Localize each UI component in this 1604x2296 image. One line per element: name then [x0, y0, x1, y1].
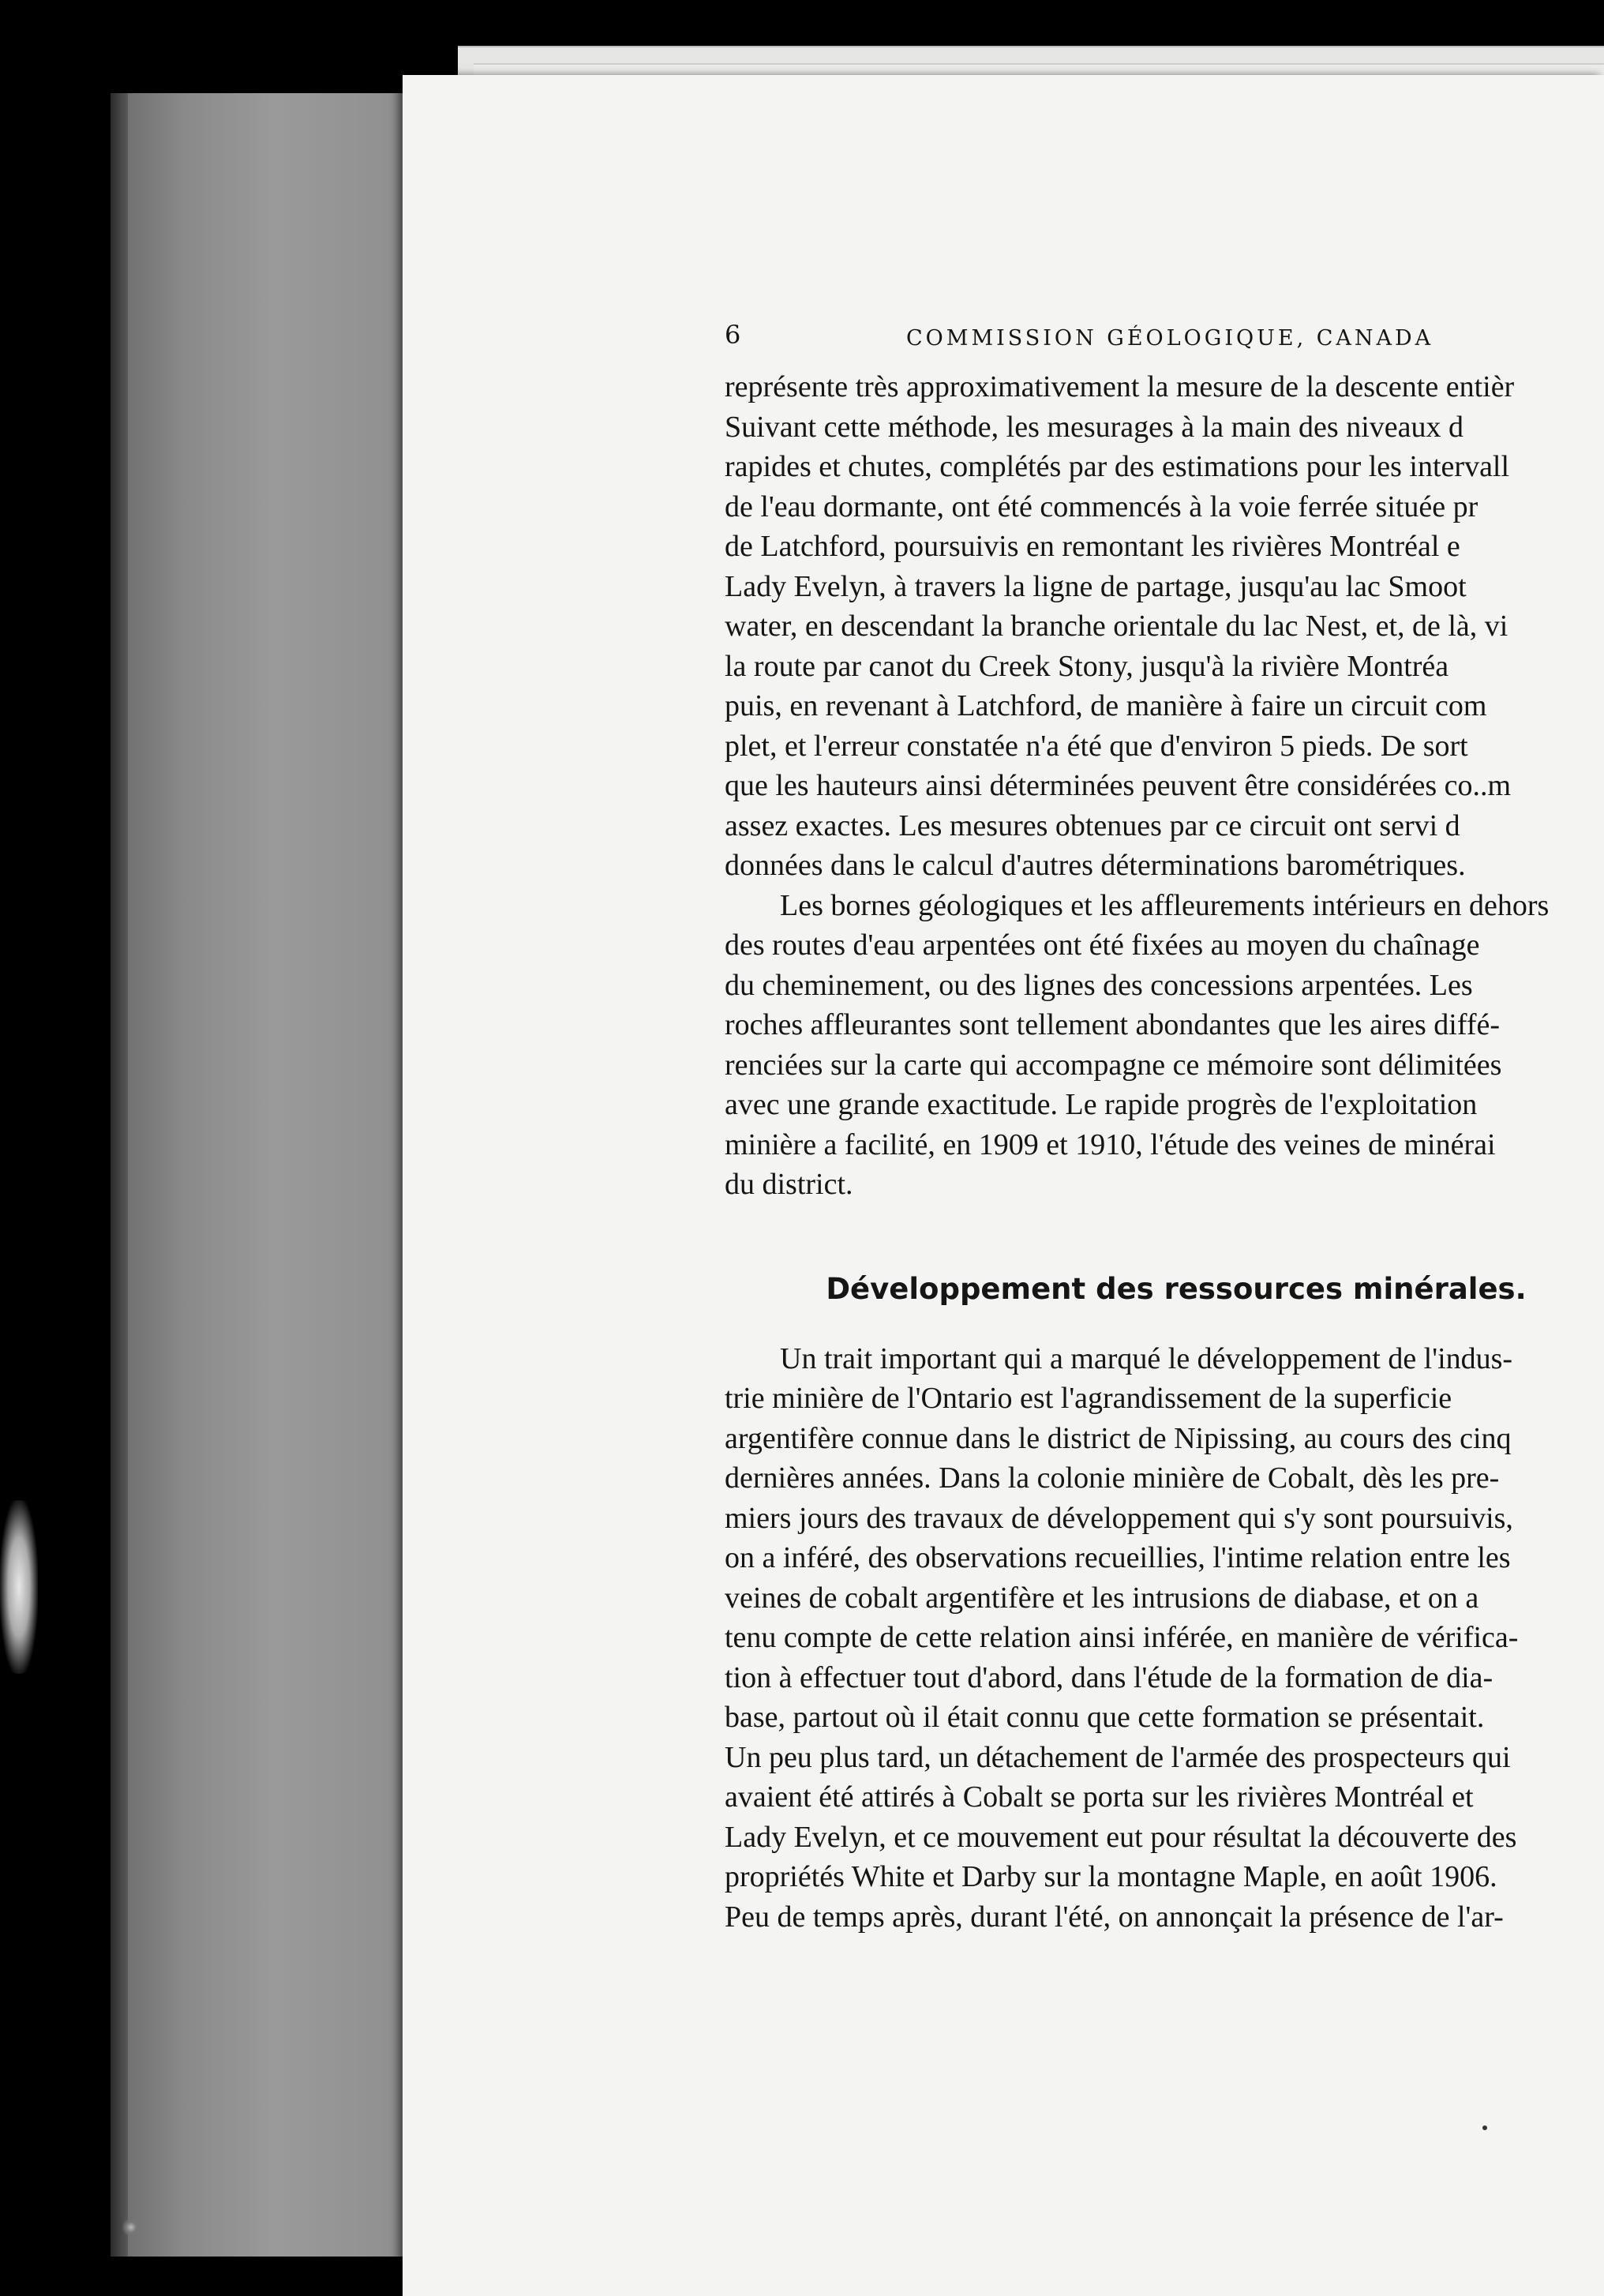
text-line: Un peu plus tard, un détachement de l'armée des prospecteurs qui	[725, 1740, 1511, 1774]
text-line: Lady Evelyn, et ce mouvement eut pour résultat la découverte des	[725, 1820, 1517, 1854]
text-line: de Latchford, poursuivis en remontant les rivières Montréal e	[725, 530, 1460, 563]
text-line: Lady Evelyn, à travers la ligne de partage, jusqu'au lac Smoot	[725, 569, 1467, 603]
text-line: miers jours des travaux de développement qui s'y sont poursuivis,	[725, 1501, 1513, 1535]
paragraph-1	[725, 367, 1604, 886]
text-line: Les bornes géologiques et les affleurements intérieurs en dehors	[780, 888, 1550, 922]
page-number: 6	[725, 320, 741, 350]
text-line: veines de cobalt argentifère et les intrusions de diabase, et on a	[725, 1581, 1479, 1615]
ink-dot	[1482, 2125, 1487, 2130]
text-line: dernières années. Dans la colonie minière de Cobalt, dès les pre-	[725, 1461, 1500, 1495]
text-line: représente très approximativement la mesure de la descente entièr	[725, 370, 1515, 403]
text-line: avec une grande exactitude. Le rapide progrès de l'exploitation	[725, 1088, 1478, 1121]
text-line: Peu de temps après, durant l'été, on annonçait la présence de l'ar-	[725, 1900, 1504, 1934]
scan-speck-artifact	[120, 2220, 142, 2234]
text-line: plet, et l'erreur constatée n'a été que d'environ 5 pieds. De sort	[725, 729, 1468, 763]
text-line: Un trait important qui a marqué le développement de l'indus-	[780, 1341, 1513, 1375]
paragraph-3	[725, 1339, 1604, 1938]
running-head: COMMISSION GÉOLOGIQUE, CANADA	[906, 326, 1434, 351]
text-line: water, en descendant la branche orientale du lac Nest, et, de là, vi	[725, 610, 1508, 643]
text-line: renciées sur la carte qui accompagne ce mémoire sont délimitées	[725, 1048, 1502, 1082]
paragraph-2	[725, 886, 1604, 1205]
page-text-area	[725, 320, 1604, 1937]
text-line: tenu compte de cette relation ainsi inférée, en manière de vérifica-	[725, 1621, 1519, 1654]
text-line: que les hauteurs ainsi déterminées peuvent être considérées co..m	[725, 769, 1512, 802]
text-line: argentifère connue dans le district de Nipissing, au cours des cinq	[725, 1421, 1512, 1455]
text-line: puis, en revenant à Latchford, de manière à faire un circuit com	[725, 689, 1487, 722]
text-line: propriétés White et Darby sur la montagne Maple, en août 1906.	[725, 1860, 1497, 1893]
adjacent-page-edge	[111, 93, 410, 2257]
text-line: Suivant cette méthode, les mesurages à la main des niveaux d	[725, 410, 1463, 444]
page-header	[725, 320, 1604, 367]
text-line: minière a facilité, en 1909 et 1910, l'étude des veines de minérai	[725, 1127, 1496, 1161]
page-fold-shadow	[111, 93, 128, 2257]
section-heading: Développement des ressources minérales.	[826, 1271, 1527, 1306]
text-line: tion à effectuer tout d'abord, dans l'étude de la formation de dia-	[725, 1660, 1493, 1694]
text-line: des routes d'eau arpentées ont été fixées au moyen du chaînage	[725, 929, 1480, 962]
text-line: du cheminement, ou des lignes des concessions arpentées. Les	[725, 968, 1473, 1002]
text-line: de l'eau dormante, ont été commencés à la voie ferrée située pr	[725, 490, 1478, 523]
text-line: roches affleurantes sont tellement abondantes que les aires diffé-	[725, 1008, 1501, 1041]
text-line: assez exactes. Les mesures obtenues par ce circuit ont servi d	[725, 808, 1460, 842]
text-line: on a inféré, des observations recueillies, l'intime relation entre les	[725, 1541, 1511, 1574]
text-line: avaient été attirés à Cobalt se porta sur les rivières Montréal et	[725, 1780, 1474, 1814]
text-line: du district.	[725, 1168, 853, 1201]
text-line: la route par canot du Creek Stony, jusqu'à la rivière Montréa	[725, 649, 1449, 683]
scan-light-artifact	[0, 1500, 38, 1674]
text-line: base, partout où il était connu que cette formation se présentait.	[725, 1701, 1485, 1734]
text-line: données dans le calcul d'autres déterminations barométriques.	[725, 849, 1466, 882]
text-line: rapides et chutes, complétés par des estimations pour les intervall	[725, 450, 1510, 483]
text-line: trie minière de l'Ontario est l'agrandissement de la superficie	[725, 1382, 1452, 1415]
